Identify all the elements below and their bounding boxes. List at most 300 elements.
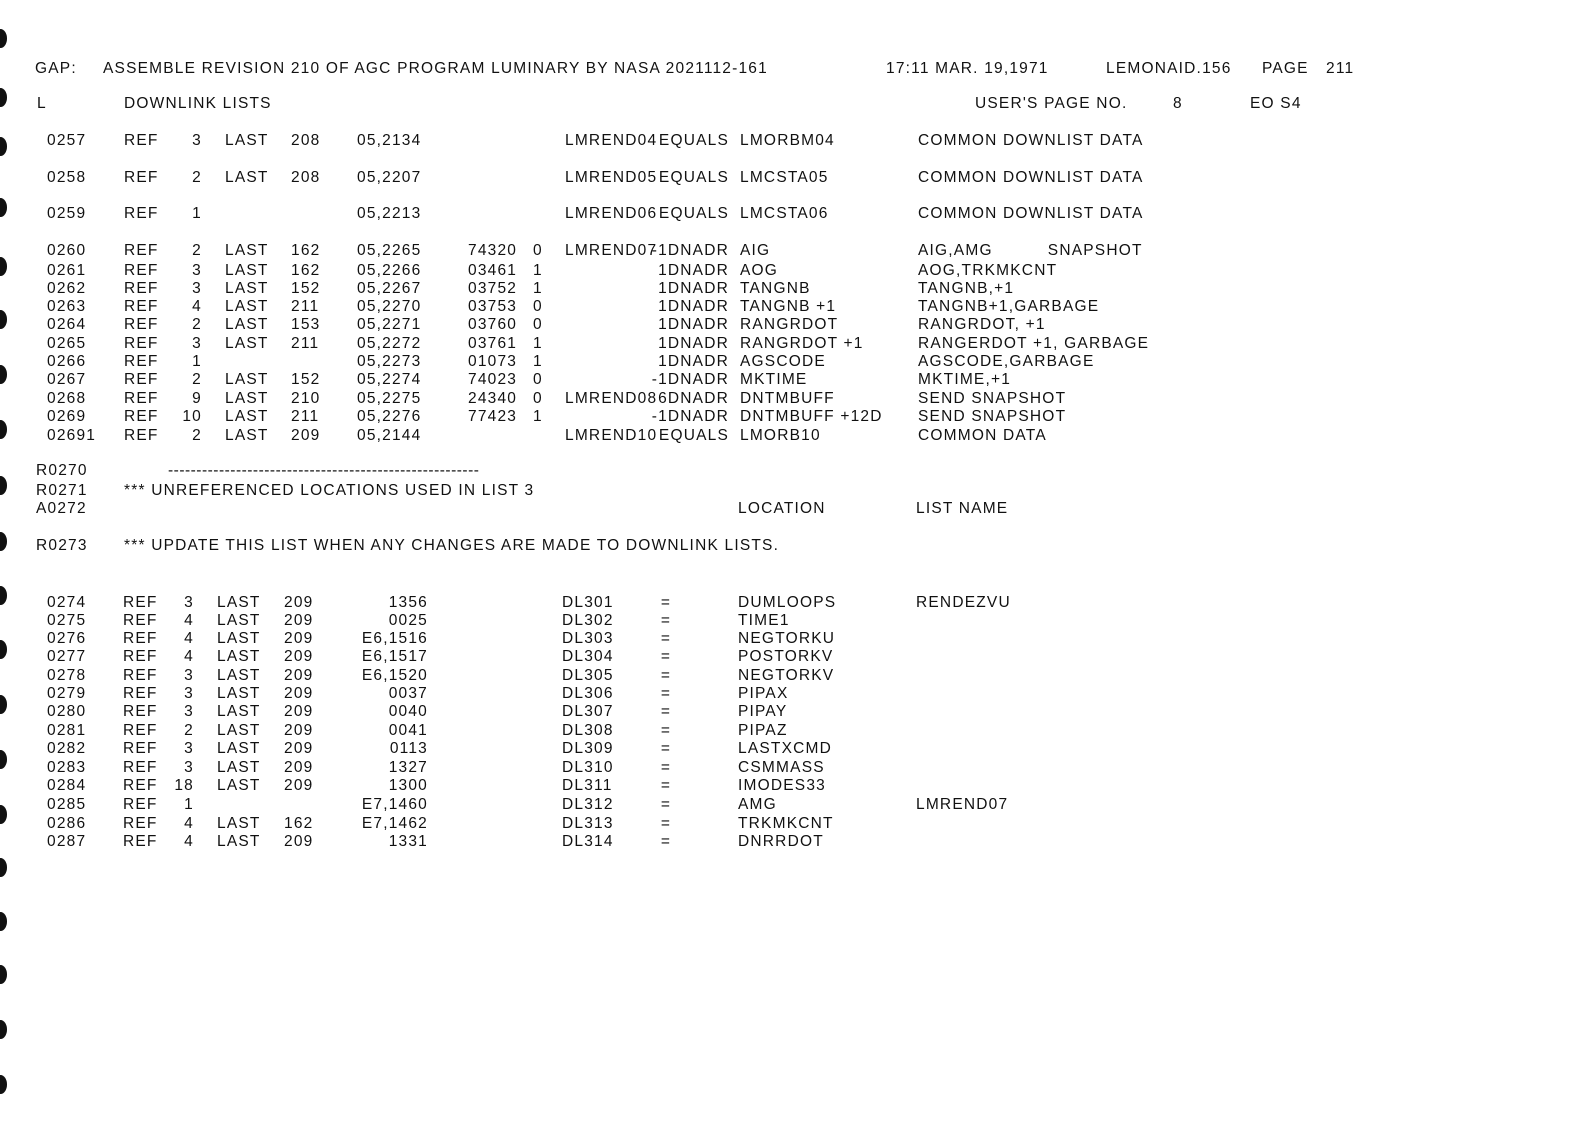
last-keyword: LAST — [225, 298, 269, 315]
ref-keyword: REF — [123, 833, 158, 850]
equals-sign: = — [660, 594, 672, 611]
address: E6,1516 — [361, 630, 428, 647]
downlink-name: DL311 — [562, 777, 613, 794]
parity-flag: 0 — [533, 390, 543, 407]
line-number: 0282 — [47, 740, 87, 757]
line-number: 0278 — [47, 667, 87, 684]
ref-count: 2 — [192, 427, 202, 444]
ref-count: 2 — [184, 722, 194, 739]
remark-line-r0270 — [0, 462, 1585, 482]
last-page: 209 — [284, 648, 314, 665]
equals-sign: = — [660, 685, 672, 702]
location: PIPAZ — [738, 722, 788, 739]
ref-count: 18 — [174, 777, 194, 794]
last-page: 209 — [284, 722, 314, 739]
opcode: -1DNADR — [651, 371, 729, 388]
parity-flag: 0 — [533, 371, 543, 388]
listing-row — [0, 262, 1585, 282]
address: 05,2266 — [357, 262, 422, 279]
ref-keyword: REF — [124, 242, 159, 259]
opcode: 6DNADR — [658, 390, 729, 407]
listing-row — [0, 316, 1585, 336]
listing-row — [0, 298, 1585, 318]
ref-keyword: REF — [123, 703, 158, 720]
last-keyword: LAST — [225, 371, 269, 388]
line-number: 02691 — [47, 427, 97, 444]
last-page: 209 — [284, 833, 314, 850]
line-number: 0259 — [47, 205, 87, 222]
parity-flag: 1 — [533, 280, 543, 297]
location: POSTORKV — [738, 648, 834, 665]
address: 0113 — [389, 740, 428, 757]
assembly-title: ASSEMBLE REVISION 210 OF AGC PROGRAM LUMINARY BY NASA 2021112-161 — [103, 60, 768, 77]
operand: AIG — [740, 242, 771, 259]
location: CSMMASS — [738, 759, 825, 776]
symbol-label: LMREND07 — [565, 242, 658, 259]
line-number: 0279 — [47, 685, 87, 702]
opcode: 1DNADR — [658, 298, 729, 315]
listing-row — [0, 685, 1585, 705]
ref-count: 3 — [184, 740, 194, 757]
opcode: EQUALS — [658, 205, 729, 222]
opcode: 1DNADR — [658, 316, 729, 333]
address: 05,2271 — [357, 316, 422, 333]
symbol-label: LMREND06 — [565, 205, 658, 222]
l-marker: L — [37, 95, 47, 112]
downlink-name: DL304 — [562, 648, 614, 665]
parity-flag: 0 — [533, 298, 543, 315]
line-number: 0275 — [47, 612, 87, 629]
address: 05,2207 — [357, 169, 422, 186]
ref-count: 4 — [184, 648, 194, 665]
operand: DNTMBUFF +12D — [740, 408, 883, 425]
ref-keyword: REF — [123, 722, 158, 739]
downlink-name: DL301 — [562, 594, 614, 611]
listing-row — [0, 169, 1585, 189]
ref-keyword: REF — [123, 796, 158, 813]
last-keyword: LAST — [217, 667, 261, 684]
operand: DNTMBUFF — [740, 390, 835, 407]
octal-code: 03753 — [468, 298, 518, 315]
listing-row — [0, 335, 1585, 355]
ref-keyword: REF — [123, 777, 158, 794]
comment: MKTIME,+1 — [918, 371, 1012, 388]
last-page: 152 — [291, 371, 321, 388]
listing-row — [0, 353, 1585, 373]
line-number: A0272 — [36, 500, 87, 517]
last-keyword: LAST — [217, 759, 261, 776]
operand: LMCSTA05 — [740, 169, 829, 186]
last-page: 152 — [291, 280, 321, 297]
last-page: 209 — [291, 427, 321, 444]
downlink-name: DL307 — [562, 703, 614, 720]
downlink-name: DL312 — [562, 796, 614, 813]
octal-code: 03461 — [468, 262, 518, 279]
ref-count: 4 — [184, 630, 194, 647]
address: 05,2270 — [357, 298, 422, 315]
listing-row — [0, 796, 1585, 816]
ref-keyword: REF — [124, 335, 159, 352]
opcode: EQUALS — [658, 427, 729, 444]
address: E7,1460 — [361, 796, 428, 813]
binder-hole — [0, 29, 7, 48]
ref-count: 3 — [192, 280, 202, 297]
octal-code: 24340 — [468, 390, 518, 407]
ref-keyword: REF — [124, 169, 159, 186]
operand: RANGRDOT — [740, 316, 839, 333]
equals-sign: = — [660, 759, 672, 776]
last-page: 209 — [284, 703, 314, 720]
comment: RANGERDOT +1, GARBAGE — [918, 335, 1150, 352]
downlink-name: DL313 — [562, 815, 614, 832]
address: 0041 — [388, 722, 428, 739]
symbol-label: LMREND10 — [565, 427, 658, 444]
comment: COMMON DOWNLIST DATA — [918, 205, 1144, 222]
line-number: 0281 — [47, 722, 87, 739]
line-number: 0274 — [47, 594, 87, 611]
equals-sign: = — [660, 612, 672, 629]
location: AMG — [738, 796, 777, 813]
ref-count: 2 — [192, 169, 202, 186]
last-keyword: LAST — [217, 685, 261, 702]
ref-count: 4 — [184, 612, 194, 629]
comment: COMMON DATA — [918, 427, 1047, 444]
page-header — [0, 60, 1585, 80]
location-heading: LOCATION — [738, 500, 826, 517]
location: PIPAY — [738, 703, 788, 720]
line-number: 0287 — [47, 833, 87, 850]
last-keyword: LAST — [225, 427, 269, 444]
octal-code: 74320 — [468, 242, 518, 259]
line-number: 0268 — [47, 390, 87, 407]
ref-count: 4 — [184, 833, 194, 850]
address: 1331 — [388, 833, 428, 850]
operand: AGSCODE — [740, 353, 826, 370]
ref-count: 3 — [192, 262, 202, 279]
ref-count: 2 — [192, 242, 202, 259]
address: E6,1517 — [361, 648, 428, 665]
remark-line-a0272 — [0, 500, 1585, 520]
last-keyword: LAST — [225, 335, 269, 352]
address: 05,2275 — [357, 390, 422, 407]
line-number: 0284 — [47, 777, 87, 794]
ref-keyword: REF — [123, 630, 158, 647]
address: 05,2273 — [357, 353, 422, 370]
ref-keyword: REF — [124, 353, 159, 370]
ref-count: 1 — [184, 796, 194, 813]
comment: AIG,AMG SNAPSHOT — [918, 242, 1143, 259]
last-page: 153 — [291, 316, 321, 333]
ref-count: 10 — [182, 408, 202, 425]
last-page: 209 — [284, 612, 314, 629]
opcode: 1DNADR — [658, 280, 729, 297]
binder-hole — [0, 912, 7, 931]
section-header — [0, 95, 1585, 115]
line-number: 0264 — [47, 316, 87, 333]
last-keyword: LAST — [217, 612, 261, 629]
address: 1300 — [388, 777, 428, 794]
binder-hole — [0, 1020, 7, 1039]
parity-flag: 1 — [533, 262, 543, 279]
listing-row — [0, 280, 1585, 300]
last-keyword: LAST — [217, 630, 261, 647]
opcode: -1DNADR — [651, 242, 729, 259]
listing-row — [0, 630, 1585, 650]
ref-keyword: REF — [123, 685, 158, 702]
listing-row — [0, 408, 1585, 428]
symbol-label: LMREND04 — [565, 132, 658, 149]
octal-code: 74023 — [468, 371, 518, 388]
listing-row — [0, 390, 1585, 410]
comment: COMMON DOWNLIST DATA — [918, 169, 1144, 186]
last-page: 209 — [284, 777, 314, 794]
ref-count: 2 — [192, 316, 202, 333]
ref-keyword: REF — [124, 427, 159, 444]
downlink-name: DL302 — [562, 612, 614, 629]
ref-keyword: REF — [124, 316, 159, 333]
line-number: R0273 — [36, 537, 88, 554]
opcode: 1DNADR — [658, 262, 729, 279]
address: 1356 — [388, 594, 428, 611]
line-number: R0270 — [36, 462, 88, 479]
ref-keyword: REF — [123, 759, 158, 776]
ref-count: 3 — [184, 667, 194, 684]
last-keyword: LAST — [217, 777, 261, 794]
ref-count: 3 — [184, 685, 194, 702]
line-number: 0258 — [47, 169, 87, 186]
binder-hole — [0, 858, 7, 877]
last-page: 211 — [291, 408, 320, 425]
last-keyword: LAST — [225, 242, 269, 259]
last-keyword: LAST — [217, 740, 261, 757]
print-datetime: 17:11 MAR. 19,1971 — [886, 60, 1049, 77]
location: DUMLOOPS — [738, 594, 837, 611]
last-keyword: LAST — [225, 316, 269, 333]
octal-code: 03752 — [468, 280, 518, 297]
line-number: 0263 — [47, 298, 87, 315]
equals-sign: = — [660, 796, 672, 813]
listing-row — [0, 667, 1585, 687]
listing-row — [0, 427, 1585, 447]
octal-code: 03760 — [468, 316, 518, 333]
address: E6,1520 — [361, 667, 428, 684]
line-number: 0283 — [47, 759, 87, 776]
line-number: 0267 — [47, 371, 87, 388]
location: IMODES33 — [738, 777, 826, 794]
list-name: LMREND07 — [916, 796, 1009, 813]
comment: TANGNB+1,GARBAGE — [918, 298, 1100, 315]
last-keyword: LAST — [225, 169, 269, 186]
last-keyword: LAST — [225, 408, 269, 425]
parity-flag: 1 — [533, 408, 543, 425]
listing-row — [0, 815, 1585, 835]
last-keyword: LAST — [217, 722, 261, 739]
address: 1327 — [388, 759, 428, 776]
ref-keyword: REF — [123, 667, 158, 684]
last-keyword: LAST — [225, 390, 269, 407]
equals-sign: = — [660, 630, 672, 647]
downlink-name: DL303 — [562, 630, 614, 647]
users-page-label: USER'S PAGE NO. — [975, 95, 1128, 112]
binder-hole — [0, 1075, 7, 1094]
last-page: 209 — [284, 685, 314, 702]
operand: AOG — [740, 262, 779, 279]
line-number: 0262 — [47, 280, 87, 297]
last-keyword: LAST — [225, 280, 269, 297]
line-number: R0271 — [36, 482, 88, 499]
last-keyword: LAST — [225, 262, 269, 279]
comment: COMMON DOWNLIST DATA — [918, 132, 1144, 149]
downlink-name: DL308 — [562, 722, 614, 739]
location: TIME1 — [738, 612, 790, 629]
address: 05,2272 — [357, 335, 422, 352]
listing-row — [0, 205, 1585, 225]
downlink-name: DL309 — [562, 740, 614, 757]
octal-code: 77423 — [468, 408, 518, 425]
location: PIPAX — [738, 685, 789, 702]
equals-sign: = — [660, 815, 672, 832]
last-page: 162 — [291, 262, 321, 279]
comment: RANGRDOT, +1 — [918, 316, 1046, 333]
ref-count: 3 — [184, 703, 194, 720]
last-page: 162 — [284, 815, 314, 832]
ref-keyword: REF — [124, 390, 159, 407]
opcode: 1DNADR — [658, 335, 729, 352]
eo-code: EO S4 — [1250, 95, 1302, 112]
last-page: 209 — [284, 667, 314, 684]
line-number: 0265 — [47, 335, 87, 352]
last-keyword: LAST — [225, 132, 269, 149]
ref-keyword: REF — [124, 371, 159, 388]
ref-count: 4 — [184, 815, 194, 832]
operand: LMORB10 — [740, 427, 821, 444]
address: 05,2267 — [357, 280, 422, 297]
remark-text: *** UNREFERENCED LOCATIONS USED IN LIST 3 — [124, 482, 535, 499]
ref-count: 3 — [184, 594, 194, 611]
ref-keyword: REF — [124, 132, 159, 149]
last-keyword: LAST — [217, 594, 261, 611]
symbol-label: LMREND05 — [565, 169, 658, 186]
line-number: 0280 — [47, 703, 87, 720]
equals-sign: = — [660, 833, 672, 850]
lemonaid-version: LEMONAID.156 — [1106, 60, 1232, 77]
equals-sign: = — [660, 667, 672, 684]
ref-keyword: REF — [124, 262, 159, 279]
ref-count: 3 — [192, 335, 202, 352]
opcode: 1DNADR — [658, 353, 729, 370]
downlink-name: DL305 — [562, 667, 614, 684]
list-name: RENDEZVU — [916, 594, 1011, 611]
listing-row — [0, 594, 1585, 614]
ref-keyword: REF — [123, 740, 158, 757]
last-page: 208 — [291, 132, 321, 149]
operand: MKTIME — [740, 371, 808, 388]
comment: AOG,TRKMKCNT — [918, 262, 1058, 279]
octal-code: 03761 — [468, 335, 518, 352]
operand: LMORBM04 — [740, 132, 835, 149]
equals-sign: = — [660, 740, 672, 757]
line-number: 0286 — [47, 815, 87, 832]
last-keyword: LAST — [217, 703, 261, 720]
ref-keyword: REF — [123, 815, 158, 832]
address: 0037 — [388, 685, 428, 702]
listing-row — [0, 703, 1585, 723]
listing-row — [0, 722, 1585, 742]
ref-keyword: REF — [124, 408, 159, 425]
listing-row — [0, 777, 1585, 797]
symbol-label: LMREND08 — [565, 390, 658, 407]
equals-sign: = — [660, 703, 672, 720]
line-number: 0266 — [47, 353, 87, 370]
page-number: 211 — [1326, 60, 1355, 77]
ref-count: 9 — [192, 390, 202, 407]
ref-keyword: REF — [123, 612, 158, 629]
last-keyword: LAST — [217, 833, 261, 850]
opcode: EQUALS — [658, 132, 729, 149]
parity-flag: 0 — [533, 316, 543, 333]
last-page: 209 — [284, 630, 314, 647]
listname-heading: LIST NAME — [916, 500, 1009, 517]
last-page: 162 — [291, 242, 321, 259]
address: 05,2274 — [357, 371, 422, 388]
remark-line-r0273 — [0, 537, 1585, 557]
line-number: 0269 — [47, 408, 87, 425]
address: 05,2276 — [357, 408, 422, 425]
last-page: 209 — [284, 740, 314, 757]
ref-keyword: REF — [123, 594, 158, 611]
address: 05,2265 — [357, 242, 422, 259]
parity-flag: 1 — [533, 335, 543, 352]
listing-row — [0, 371, 1585, 391]
address: 05,2144 — [357, 427, 422, 444]
ref-count: 1 — [192, 205, 202, 222]
last-keyword: LAST — [217, 815, 261, 832]
last-page: 210 — [291, 390, 321, 407]
ref-count: 3 — [184, 759, 194, 776]
line-number: 0276 — [47, 630, 87, 647]
ref-count: 4 — [192, 298, 202, 315]
comment: SEND SNAPSHOT — [918, 390, 1067, 407]
operand: TANGNB +1 — [740, 298, 837, 315]
line-number: 0277 — [47, 648, 87, 665]
location: TRKMKCNT — [738, 815, 834, 832]
section-title: DOWNLINK LISTS — [124, 95, 272, 112]
last-page: 211 — [291, 335, 320, 352]
listing-row — [0, 242, 1585, 262]
comment: SEND SNAPSHOT — [918, 408, 1067, 425]
comment: TANGNB,+1 — [918, 280, 1015, 297]
parity-flag: 0 — [533, 242, 543, 259]
listing-row — [0, 612, 1585, 632]
ref-keyword: REF — [123, 648, 158, 665]
last-page: 208 — [291, 169, 321, 186]
last-page: 209 — [284, 594, 314, 611]
remark-text: *** UPDATE THIS LIST WHEN ANY CHANGES ARE MADE TO DOWNLINK LISTS. — [124, 537, 780, 554]
ref-keyword: REF — [124, 280, 159, 297]
parity-flag: 1 — [533, 353, 543, 370]
equals-sign: = — [660, 648, 672, 665]
ref-keyword: REF — [124, 298, 159, 315]
listing-row — [0, 648, 1585, 668]
line-number: 0261 — [47, 262, 87, 279]
location: LASTXCMD — [738, 740, 833, 757]
divider-dashes: ------------------------------------------------------- — [168, 462, 480, 479]
ref-keyword: REF — [124, 205, 159, 222]
listing-row — [0, 833, 1585, 853]
ref-count: 2 — [192, 371, 202, 388]
operand: RANGRDOT +1 — [740, 335, 864, 352]
opcode: EQUALS — [658, 169, 729, 186]
